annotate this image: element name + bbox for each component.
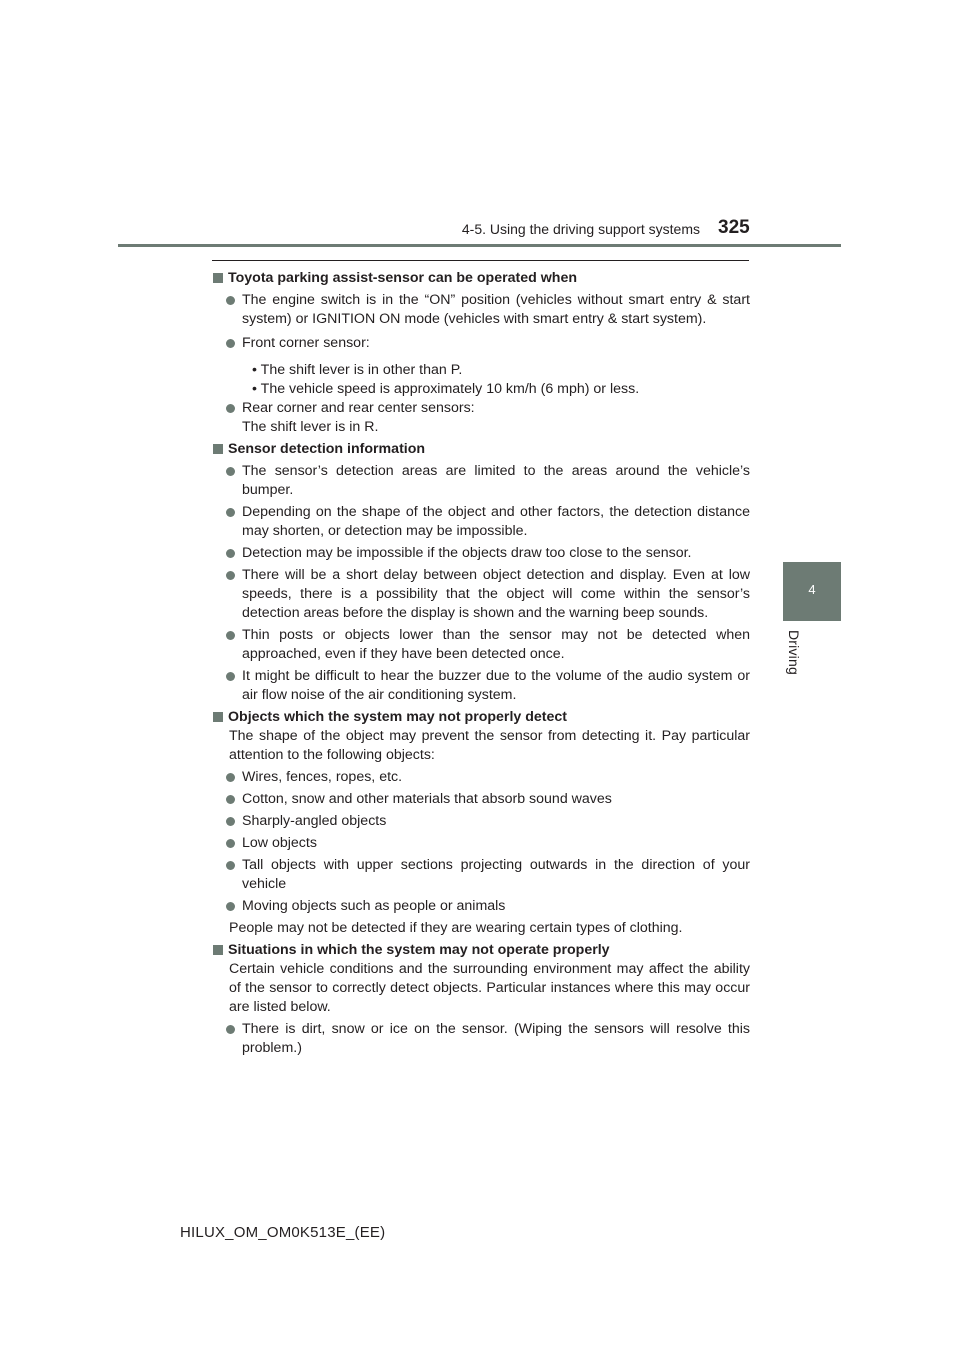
sub-list-item: • The shift lever is in other than P. [252,362,463,378]
footer-document-code: HILUX_OM_OM0K513E_(EE) [180,1224,386,1241]
round-bullet-icon [226,817,235,826]
section-heading-text: Objects which the system may not properly detect [228,709,568,725]
list-item-text: Thin posts or objects lower than the sensor may not be detected when approached, even if they have been detected once. [242,627,750,662]
list-item [213,897,750,916]
list-item-text: It might be difficult to hear the buzzer due to the volume of the audio system or air flow noise of the air conditioning system. [242,668,750,703]
list-item [213,812,750,831]
list-item-text: Moving objects such as people or animals [242,898,506,914]
list-item [213,667,750,705]
section-heading [213,440,750,459]
list-item [213,462,750,500]
section-intro-text: The shape of the object may prevent the sensor from detecting it. Pay particular attention to the following objects: [229,728,750,763]
running-header-section-title: 4-5. Using the driving support systems [461,221,700,237]
list-item [213,768,750,787]
section-intro-text: Certain vehicle conditions and the surrounding environment may affect the ability of the sensor to correctly detect objects. Particular instances where this may occur are listed below. [229,961,750,1015]
round-bullet-icon [226,296,235,305]
round-bullet-icon [226,571,235,580]
section-heading [213,941,750,960]
round-bullet-icon [226,467,235,476]
round-bullet-icon [226,773,235,782]
section-heading-text: Sensor detection information [228,441,426,457]
list-item [213,790,750,809]
chapter-label: Driving [786,630,802,675]
list-item-text: Wires, fences, ropes, etc. [242,769,403,785]
round-bullet-icon [226,795,235,804]
list-item-text: Rear corner and rear center sensors: [242,400,475,416]
list-item [213,503,750,541]
list-item-text: Depending on the shape of the object and other factors, the detection distance may shorten, or detection may be impossible. [242,504,750,539]
list-item-text: Tall objects with upper sections projecting outwards in the direction of your vehicle [242,857,750,892]
list-item [213,334,750,353]
square-bullet-icon [213,945,223,955]
section-outro-text: People may not be detected if they are wearing certain types of clothing. [229,920,683,936]
square-bullet-icon [213,712,223,722]
list-item-continuation: The shift lever is in R. [242,419,379,435]
list-item [213,834,750,853]
list-item-text: Low objects [242,835,317,851]
round-bullet-icon [226,339,235,348]
list-item [213,544,750,563]
square-bullet-icon [213,273,223,283]
list-item-text: The sensor’s detection areas are limited to the areas around the vehicle’s bumper. [242,463,750,498]
round-bullet-icon [226,508,235,517]
list-item-text: Sharply-angled objects [242,813,387,829]
list-item [213,399,750,418]
list-item [213,1020,750,1058]
chapter-number: 4 [808,582,816,597]
list-item-text: The engine switch is in the “ON” position (vehicles without smart entry & start system) or IGNITION ON mode (vehicles with smart entry & start system). [242,292,750,327]
list-item [213,566,750,623]
list-item [213,626,750,664]
section-heading [213,269,750,288]
round-bullet-icon [226,902,235,911]
chapter-tab [783,562,841,621]
round-bullet-icon [226,404,235,413]
content-top-rule [212,260,749,261]
round-bullet-icon [226,549,235,558]
list-item [213,856,750,894]
sub-list-item: • The vehicle speed is approximately 10 km/h (6 mph) or less. [252,381,640,397]
list-item-text: There is dirt, snow or ice on the sensor. (Wiping the sensors will resolve this problem.) [242,1021,750,1056]
list-item-text: Front corner sensor: [242,335,370,351]
list-item-text: Detection may be impossible if the objects draw too close to the sensor. [242,545,692,561]
list-item-text: Cotton, snow and other materials that absorb sound waves [242,791,612,807]
section-heading-text: Situations in which the system may not operate properly [228,942,610,958]
section-heading [213,708,750,727]
section-heading-text: Toyota parking assist-sensor can be operated when [228,270,577,286]
header-divider [118,244,841,247]
round-bullet-icon [226,861,235,870]
page-content [213,266,750,1058]
list-item-text: There will be a short delay between object detection and display. Even at low speeds, there is a possibility that the object will come within the sensor’s detection areas before the display is shown and the warning beep sounds. [242,567,750,621]
square-bullet-icon [213,444,223,454]
round-bullet-icon [226,672,235,681]
round-bullet-icon [226,839,235,848]
round-bullet-icon [226,631,235,640]
round-bullet-icon [226,1025,235,1034]
list-item [213,291,750,329]
page-number: 325 [718,217,750,238]
